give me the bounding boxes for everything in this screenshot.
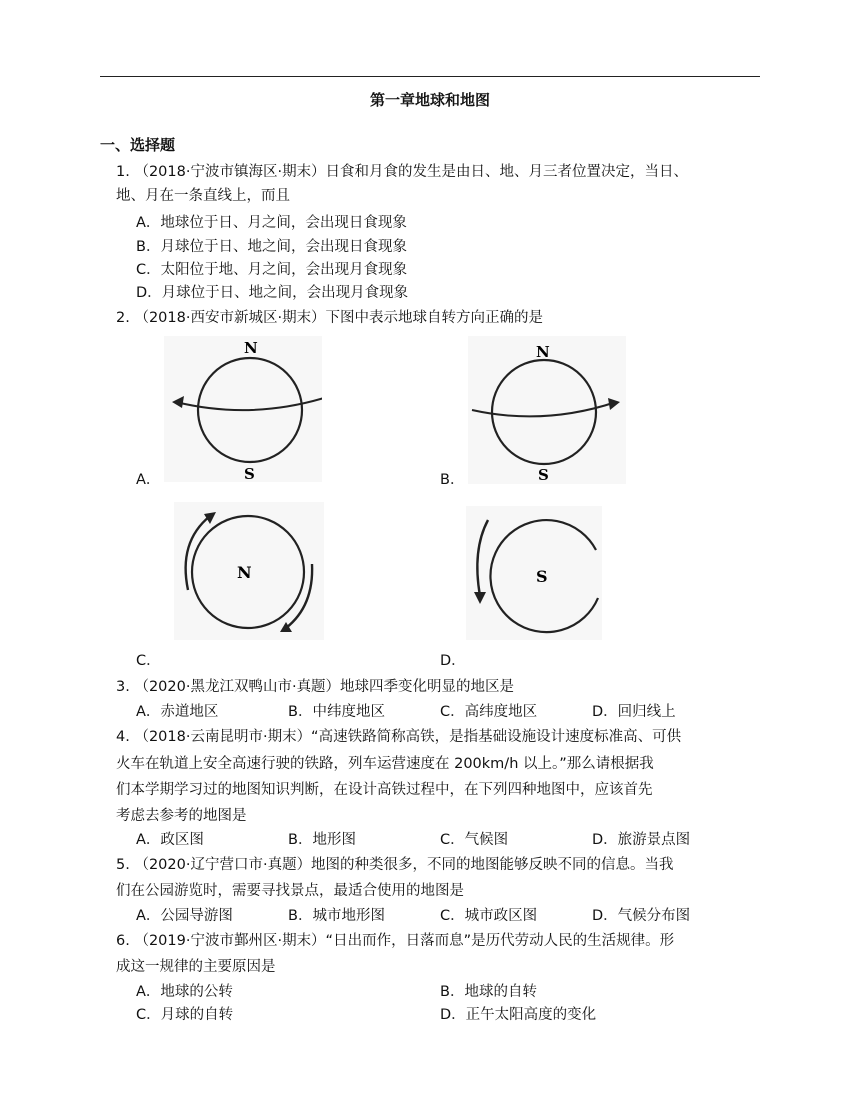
q6-option-d[interactable]: D．正午太阳高度的变化 xyxy=(440,1007,597,1023)
q3-option-a[interactable]: A．赤道地区 xyxy=(136,704,219,720)
south-pole-label: S xyxy=(536,567,548,586)
q2-figure-c xyxy=(174,502,324,640)
q5-option-d[interactable]: D．气候分布图 xyxy=(592,908,691,924)
q6-option-b[interactable]: B．地球的自转 xyxy=(440,984,537,1000)
q2-figure-d xyxy=(466,506,602,640)
q3-stem-line1: 3. （2020·黑龙江双鸭山市·真题）地球四季变化明显的地区是 xyxy=(116,679,515,695)
q4-stem-line4: 考虑去参考的地图是 xyxy=(116,808,247,824)
q2-option-b-label[interactable]: B． xyxy=(440,472,465,488)
north-pole-label: N xyxy=(237,563,252,582)
q4-stem-line3: 们本学期学习过的地图知识判断，在设计高铁过程中，在下列四种地图中，应该首先 xyxy=(116,782,653,798)
south-label: S xyxy=(538,466,549,484)
q1-stem-line2: 地、月在一条直线上，而且 xyxy=(116,188,290,204)
q6-option-c[interactable]: C．月球的自转 xyxy=(136,1007,234,1023)
q5-stem-line2: 们在公园游览时，需要寻找景点，最适合使用的地图是 xyxy=(116,883,464,899)
q3-option-c[interactable]: C．高纬度地区 xyxy=(440,704,538,720)
q2-option-c-label[interactable]: C． xyxy=(136,653,161,669)
q5-option-a[interactable]: A．公园导游图 xyxy=(136,908,233,924)
q6-stem-line1: 6. （2019·宁波市鄞州区·期末）“日出而作，日落而息”是历代劳动人民的生活规律。形 xyxy=(116,933,675,949)
north-label: N xyxy=(536,343,550,361)
q1-option-c[interactable]: C．太阳位于地、月之间，会出现月食现象 xyxy=(136,262,408,278)
q5-option-c[interactable]: C．城市政区图 xyxy=(440,908,538,924)
q5-option-b[interactable]: B．城市地形图 xyxy=(288,908,385,924)
section-heading: 一、选择题 xyxy=(100,136,176,154)
q2-figure-a xyxy=(164,336,322,482)
polar-figure-d xyxy=(466,506,602,640)
q2-option-a-label[interactable]: A． xyxy=(136,472,161,488)
q3-option-b[interactable]: B．中纬度地区 xyxy=(288,704,385,720)
q4-option-d[interactable]: D．旅游景点图 xyxy=(592,832,691,848)
q2-stem-line1: 2. （2018·西安市新城区·期末）下图中表示地球自转方向正确的是 xyxy=(116,310,544,326)
header-rule xyxy=(100,76,760,77)
q3-option-d[interactable]: D．回归线上 xyxy=(592,704,676,720)
q2-figure-b xyxy=(468,336,626,484)
q4-stem-line2: 火车在轨道上安全高速行驶的铁路，列车运营速度在 200km/h 以上。”那么请根据我 xyxy=(116,756,654,772)
q1-stem-line1: 1. （2018·宁波市镇海区·期末）日食和月食的发生是由日、地、月三者位置决定，当日、 xyxy=(116,164,689,180)
polar-figure-c xyxy=(174,502,324,640)
globe-figure-b xyxy=(468,336,626,484)
q2-option-d-label[interactable]: D． xyxy=(440,653,466,669)
q5-stem-line1: 5. （2020·辽宁营口市·真题）地图的种类很多，不同的地图能够反映不同的信息。当我 xyxy=(116,857,674,873)
q4-option-b[interactable]: B．地形图 xyxy=(288,832,356,848)
globe-figure-a xyxy=(164,336,322,482)
south-label: S xyxy=(244,465,255,482)
q4-stem-line1: 4. （2018·云南昆明市·期末）“高速铁路简称高铁，是指基础设施设计速度标准高、可供 xyxy=(116,729,682,745)
chapter-title: 第一章地球和地图 xyxy=(369,91,490,109)
q1-option-b[interactable]: B．月球位于日、地之间，会出现日食现象 xyxy=(136,239,407,255)
q6-stem-line2: 成这一规律的主要原因是 xyxy=(116,959,276,975)
north-label: N xyxy=(244,339,258,357)
q4-option-c[interactable]: C．气候图 xyxy=(440,832,509,848)
q1-option-a[interactable]: A．地球位于日、月之间，会出现日食现象 xyxy=(136,215,407,231)
q1-option-d[interactable]: D．月球位于日、地之间，会出现月食现象 xyxy=(136,285,409,301)
q4-option-a[interactable]: A．政区图 xyxy=(136,832,204,848)
q6-option-a[interactable]: A．地球的公转 xyxy=(136,984,233,1000)
